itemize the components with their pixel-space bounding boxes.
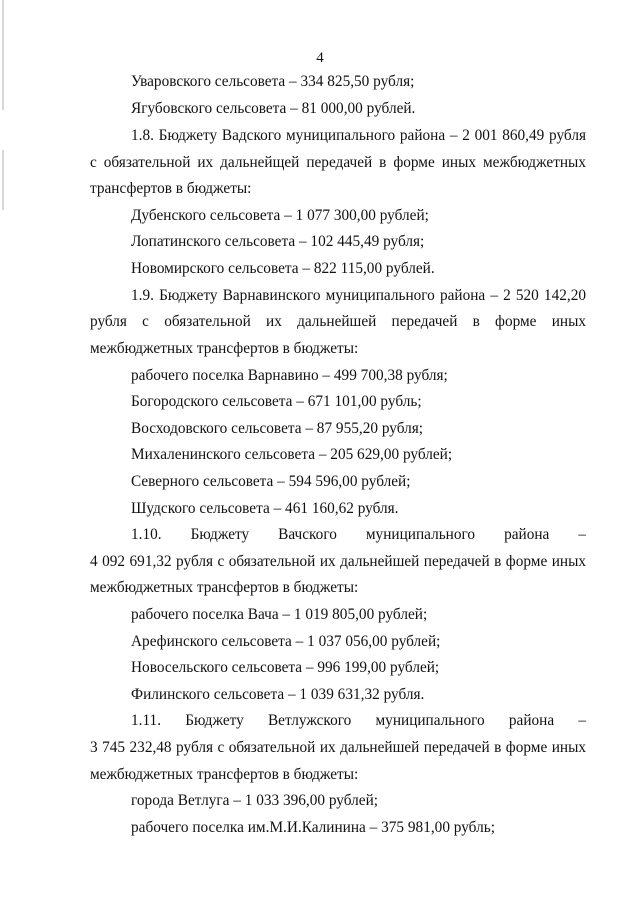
text-line: Северного сельсовета – 594 596,00 рублей; bbox=[131, 473, 411, 490]
paragraph-heading: 1.10. Бюджету Вачского муниципального района – bbox=[131, 526, 586, 543]
text-line: Дубенского сельсовета – 1 077 300,00 рублей; bbox=[131, 207, 429, 224]
text-line: Восходовского сельсовета – 87 955,20 рубля; bbox=[131, 420, 424, 437]
text-line: рабочего поселка Вача – 1 019 805,00 рублей; bbox=[131, 606, 428, 623]
text-line: Михаленинского сельсовета – 205 629,00 рублей; bbox=[131, 446, 453, 463]
paragraph-heading: 1.8. Бюджету Вадского муниципального района – 2 001 860,49 рубля bbox=[131, 127, 586, 144]
text-line: Шудского сельсовета – 461 160,62 рубля. bbox=[131, 500, 399, 517]
text-line: города Ветлуга – 1 033 396,00 рублей; bbox=[131, 792, 379, 809]
text-line: Новосельского сельсовета – 996 199,00 рублей; bbox=[131, 659, 440, 676]
text-line: трансфертов в бюджеты: bbox=[90, 180, 252, 197]
text-line: межбюджетных трансфертов в бюджеты: bbox=[90, 340, 359, 357]
scan-edge-mark bbox=[2, 150, 4, 210]
text-line: Ягубовского сельсовета – 81 000,00 рублей. bbox=[131, 100, 416, 117]
text-line: Новомирского сельсовета – 822 115,00 рублей. bbox=[131, 260, 435, 277]
paragraph-heading: 1.11. Бюджету Ветлужского муниципального района – bbox=[131, 712, 586, 729]
text-line: Лопатинского сельсовета – 102 445,49 рубля; bbox=[131, 233, 425, 250]
paragraph-heading: 1.9. Бюджету Варнавинского муниципального района – 2 520 142,20 bbox=[131, 287, 586, 304]
text-line: межбюджетных трансфертов в бюджеты: bbox=[90, 579, 359, 596]
text-line: Богородского сельсовета – 671 101,00 рубль; bbox=[131, 393, 422, 410]
text-line: рабочего поселка Варнавино – 499 700,38 рубля; bbox=[131, 367, 448, 384]
text-line: с обязательной их дальнейщей передачей в форме иных межбюджетных bbox=[90, 154, 586, 171]
text-line: Уваровского сельсовета – 334 825,50 рубля; bbox=[131, 73, 415, 90]
text-line: Филинского сельсовета – 1 039 631,32 рубля. bbox=[131, 686, 425, 703]
text-line: 3 745 232,48 рубля с обязательной их дальнейшей передачей в форме иных bbox=[90, 739, 586, 756]
text-line: 4 092 691,32 рубля с обязательной их дальнейшей передачей в форме иных bbox=[90, 553, 586, 570]
text-line: Арефинского сельсовета – 1 037 056,00 рублей; bbox=[131, 633, 441, 650]
text-line: межбюджетных трансфертов в бюджеты: bbox=[90, 766, 359, 783]
page-number: 4 bbox=[316, 50, 324, 66]
text-line: рабочего поселка им.М.И.Калинина – 375 981,00 рубль; bbox=[131, 819, 495, 836]
text-line: рубля с обязательной их дальнейшей передачей в форме иных bbox=[90, 313, 586, 330]
